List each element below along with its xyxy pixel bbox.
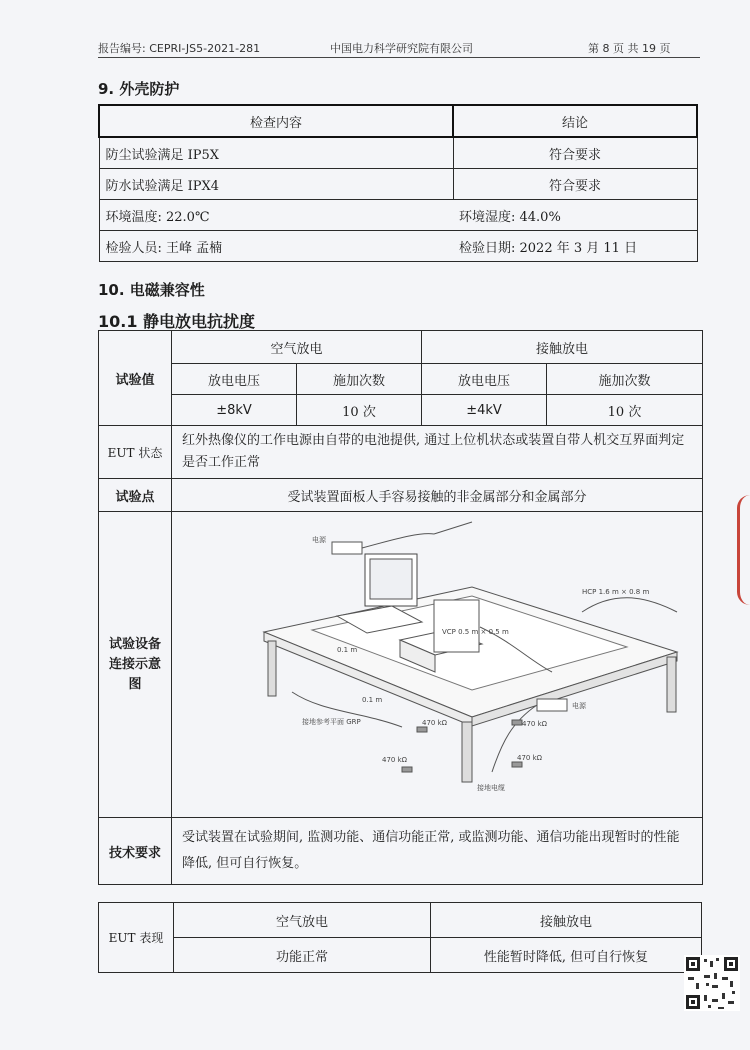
hcp-label: HCP 1.6 m × 0.8 m [582,588,650,596]
perf-contact-result: 性能暂时降低, 但可自行恢复 [431,938,702,973]
resistor [402,767,412,772]
eut-state-text: 红外热像仪的工作电源由自带的电池提供, 通过上位机状态或装置自带人机交互界面判定是否工作正常 [172,426,703,479]
eut-state-row [99,426,703,479]
perf-air-result: 功能正常 [174,938,431,973]
check-result: 符合要求 [453,137,697,169]
resistor-label: 470 kΩ [517,754,542,762]
tech-req-label: 技术要求 [99,818,172,885]
resistor-label: 470 kΩ [422,719,447,727]
power-cable [362,522,472,548]
section-10-title: 10. 电磁兼容性 [98,281,205,299]
check-item: 防水试验满足 IPX4 [99,169,453,200]
setup-diagram-row [99,512,703,818]
vcp-label: VCP 0.5 m × 0.5 m [442,628,509,636]
esd-setup-illustration [172,512,702,817]
ground-cable [582,598,677,612]
test-point-label: 试验点 [99,479,172,512]
environment-row [99,200,697,231]
column-header-result: 结论 [453,105,697,137]
enclosure-protection-table [98,104,698,262]
header-divider [98,57,700,58]
eut-state-label: EUT 状态 [99,426,172,479]
air-voltage-header: 放电电压 [172,364,297,395]
resistor [417,727,427,732]
air-voltage-value: ±8kV [172,395,297,426]
resistor-label: 470 kΩ [522,720,547,728]
parameter-header-row [99,364,703,395]
air-times-value: 10 次 [297,395,422,426]
contact-times-header: 施加次数 [547,364,703,395]
distance-label: 0.1 m [337,646,358,654]
check-result: 符合要求 [453,169,697,200]
section-9-title: 9. 外壳防护 [98,80,180,98]
parameter-value-row [99,395,703,426]
report-number: 报告编号: CEPRI-JS5-2021-281 [98,42,261,55]
contact-voltage-header: 放电电压 [422,364,547,395]
setup-diagram-label-text: 试验设备连接示意图 [108,636,161,692]
vcp-plane [434,600,479,652]
ambient-temperature: 环境温度: 22.0℃ [99,200,453,231]
inspection-date: 检验日期: 2022 年 3 月 11 日 [453,231,697,262]
inspector-names: 检验人员: 王峰 孟楠 [99,231,453,262]
table-leg [462,722,472,782]
technical-requirement-row [99,818,703,885]
qr-code-graphic [684,955,740,1011]
table-leg [268,641,276,696]
discharge-type-row [99,331,703,364]
grp-label: 接地参考平面 GRP [302,718,361,726]
table-row [99,169,697,200]
power-label: 电源 [572,702,586,710]
organization-name: 中国电力科学研究院有限公司 [330,42,473,55]
perf-air-header: 空气放电 [174,903,431,938]
resistor-label: 470 kΩ [382,756,407,764]
air-discharge-header: 空气放电 [172,331,422,364]
contact-times-value: 10 次 [547,395,703,426]
test-point-row [99,479,703,512]
resistor [512,762,522,767]
resistor [512,720,522,725]
check-item: 防尘试验满足 IP5X [99,137,453,169]
contact-discharge-header: 接触放电 [422,331,703,364]
test-value-label: 试验值 [99,331,172,426]
esd-setup-diagram [172,512,703,818]
performance-result-row [99,938,702,973]
red-seal-edge [737,495,750,605]
distance-label: 0.1 m [362,696,383,704]
setup-diagram-label [99,512,172,818]
page-number: 第 8 页 共 19 页 [588,42,671,55]
ambient-humidity: 环境湿度: 44.0% [453,200,697,231]
performance-header-row [99,903,702,938]
monitor-screen [370,559,412,599]
power-box [332,542,362,554]
air-times-header: 施加次数 [297,364,422,395]
eut-performance-label: EUT 表现 [99,903,174,973]
table-header-row [99,105,697,137]
power-box [537,699,567,711]
test-point-text: 受试装置面板人手容易接触的非金属部分和金属部分 [172,479,703,512]
eut-performance-table [98,902,702,973]
ground-cable-label: 接地电缆 [477,784,505,792]
power-label: 电源 [312,536,326,544]
esd-immunity-table [98,330,703,885]
qr-code [684,955,740,1011]
contact-voltage-value: ±4kV [422,395,547,426]
inspector-row [99,231,697,262]
table-row [99,137,697,169]
table-leg [667,657,676,712]
tech-req-text: 受试装置在试验期间, 监测功能、通信功能正常, 或监测功能、通信功能出现暂时的性能降低, 但可自行恢复。 [172,818,703,885]
column-header-content: 检查内容 [99,105,453,137]
perf-contact-header: 接触放电 [431,903,702,938]
section-10-1-title: 10.1 静电放电抗扰度 [98,312,256,331]
